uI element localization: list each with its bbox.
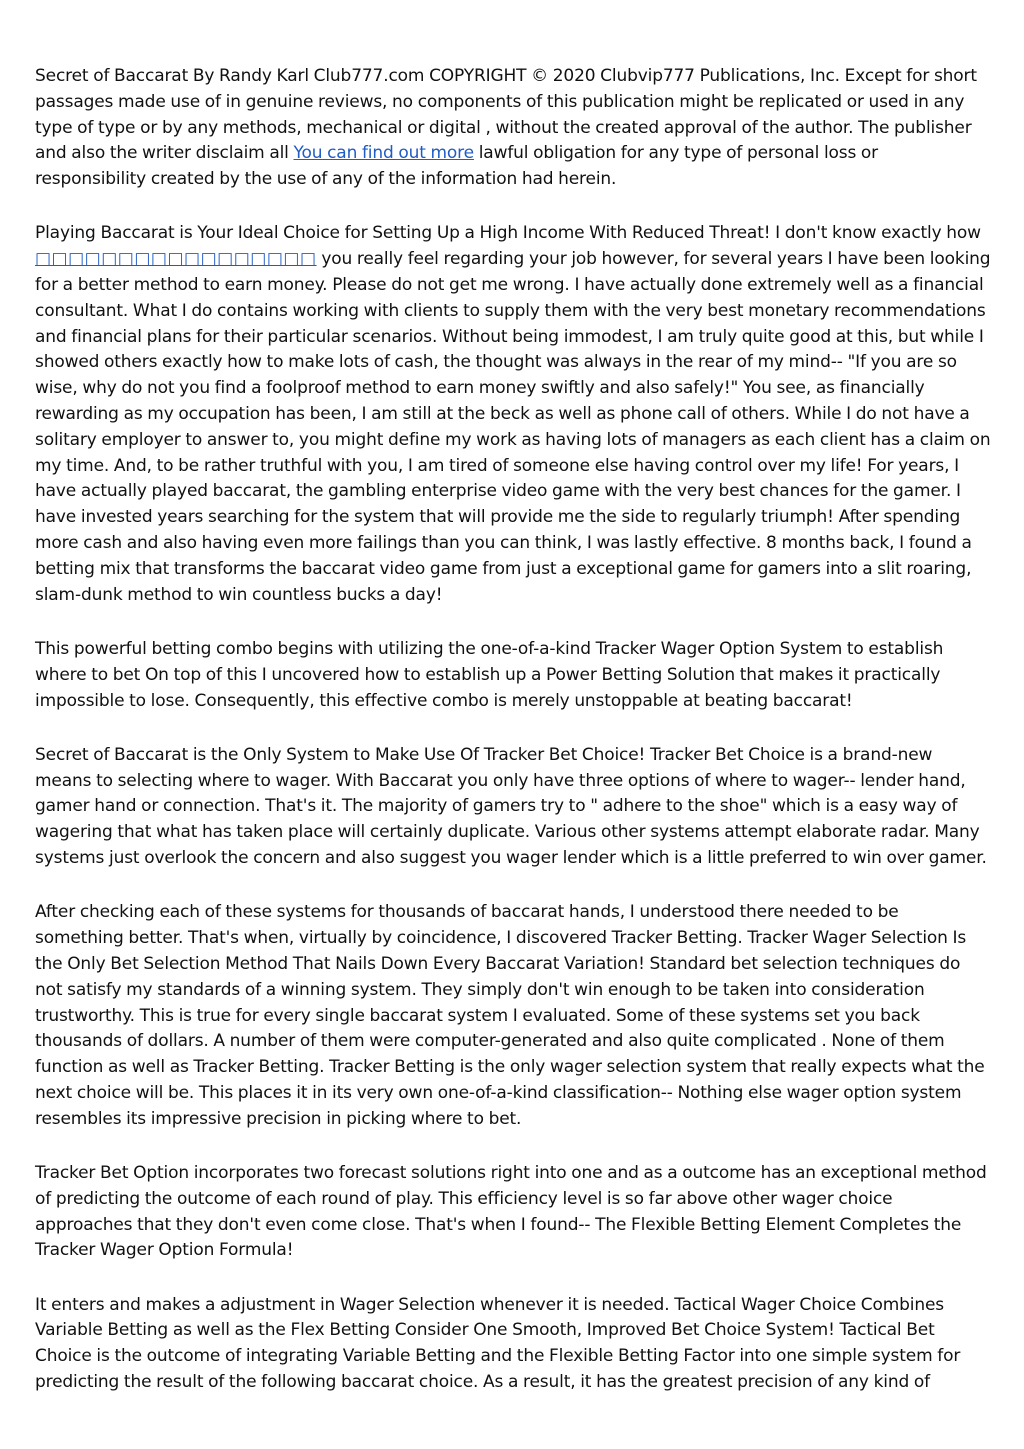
paragraph-text: Secret of Baccarat By Randy Karl Club777.com COPYRIGHT © 2020 Clubvip777 Publications, Inc. Except for short passages made use of in genuine reviews, no components of this publication might be replicated or used in any type of type or by any methods, mechanical or digital , without the created approval of the author. The publisher and also the writer disclaim all — [35, 66, 977, 164]
paragraph-text: you really feel regarding your job however, for several years I have been looking for a better method to earn money. Please do not get me wrong. I have actually done extremely well as a financial consultant. What I do contains working with clients to supply them with the very best monetary recommendations and financial plans for their particular scenarios. Without being immodest, I am truly quite good at this, but while I showed others exactly how to make lots of cash, the thought was always in the rear of my mind-- "If you are so wise, why do not you find a foolproof method to earn money swiftly and also safely!" You see, as financially rewarding as my occupation has been, I am still at the beck as well as phone call of others. While I do not have a solitary employer to answer to, you might define my work as having lots of managers as each client has a claim on my time. And, to be rather truthful with you, I am tired of someone else having control over my life! For years, I have actually played baccarat, the gambling enterprise video game with the very best chances for the gamer. I have invested years searching for the system that will provide me the side to regularly triumph! After spending more cash and also having even more failings than you can think, I was lastly effective. 8 months back, I found a betting mix that transforms the baccarat video game from just a exceptional game for gamers into a slit roaring, slam-dunk method to win countless bucks a day! — [35, 249, 991, 605]
paragraph-tracker-bet-choice: Secret of Baccarat is the Only System to Make Use Of Tracker Bet Choice! Tracker Bet Choice is a brand-new means to selecting where to wager. With Baccarat you only have three options of where to wager-- lender hand, gamer hand or connection. That's it. The majority of gamers try to " adhere to the shoe" which is a easy way of wagering that what has taken place will certainly duplicate. Various other systems attempt elaborate radar. Many systems just overlook the concern and also suggest you wager lender which is a little preferred to win over gamer. — [35, 744, 987, 869]
paragraph-checking-systems: After checking each of these systems for thousands of baccarat hands, I understood there needed to be something better. That's when, virtually by coincidence, I discovered Tracker Betting. Tracker Wager Selection Is the Only Bet Selection Method That Nails Down Every Baccarat Variation! Standard bet selection techniques do not satisfy my standards of a winning system. They simply don't win enough to be taken into consideration trustworthy. This is true for every single baccarat system I evaluated. Some of these systems set you back thousands of dollars. A number of them were computer-generated and also quite complicated . None of them function as well as Tracker Betting. Tracker Betting is the only wager selection system that really expects what the next choice will be. This places it in its very own one-of-a-kind classification-- Nothing else wager option system resembles its impressive precision in picking where to bet. — [35, 902, 985, 1129]
document-body — [35, 64, 991, 1424]
paragraph-text: lawful obligation for any type of personal loss or responsibility created by the use of any of the information had herein. — [35, 143, 879, 190]
find-out-more-link[interactable]: You can find out more — [293, 143, 474, 164]
paragraph-betting-combo: This powerful betting combo begins with utilizing the one-of-a-kind Tracker Wager Option System to establish where to bet On top of this I uncovered how to establish up a Power Betting Solution that makes it practically impossible to lose. Consequently, this effective combo is merely unstoppable at beating baccarat! — [35, 638, 944, 711]
paragraph-playing-baccarat — [35, 221, 991, 608]
paragraph-forecast-solutions: Tracker Bet Option incorporates two forecast solutions right into one and as a outcome has an exceptional method of predicting the outcome of each round of play. This efficiency level is so far above other wager choice approaches that they don't even come close. That's when I found-- The Flexible Betting Element Completes the Tracker Wager Option Formula! — [35, 1162, 987, 1261]
paragraph-text: Playing Baccarat is Your Ideal Choice for Setting Up a High Income With Reduced Threat! I don't know exactly how — [35, 223, 981, 244]
paragraph-copyright — [35, 64, 991, 193]
unrendered-characters-link[interactable]: □□□□□□□□□□□□□□□□□ — [35, 249, 317, 270]
paragraph-tactical-wager: It enters and makes a adjustment in Wager Selection whenever it is needed. Tactical Wager Choice Combines Variable Betting as well as the Flex Betting Consider One Smooth, Improved Bet Choice System! Tactical Bet Choice is the outcome of integrating Variable Betting and the Flexible Betting Factor into one simple system for predicting the result of the following baccarat choice. As a result, it has the greatest precision of any kind of — [35, 1294, 961, 1393]
